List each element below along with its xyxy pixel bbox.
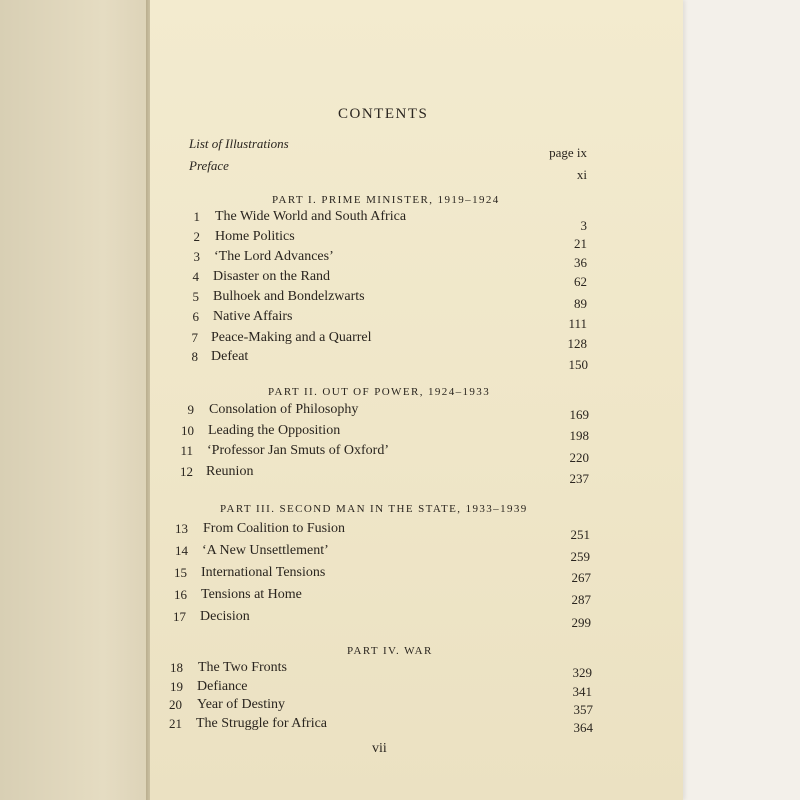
chapter-title: ‘The Lord Advances’	[214, 249, 334, 264]
chapter-page: 62	[574, 274, 587, 289]
chapter-title: Home Politics	[215, 229, 295, 244]
chapter-page: 259	[570, 549, 590, 564]
chapter-title: Defiance	[197, 679, 248, 694]
part-heading: PART II. OUT OF POWER, 1924–1933	[268, 386, 491, 398]
chapter-number: 7	[191, 330, 198, 345]
chapter-page: 111	[568, 316, 587, 331]
chapter-number: 12	[180, 464, 193, 479]
chapter-number: 1	[193, 209, 200, 224]
part-heading: PART I. PRIME MINISTER, 1919–1924	[272, 194, 500, 206]
front-matter-page: page ix	[549, 145, 587, 160]
chapter-number: 8	[191, 349, 198, 364]
chapter-title: ‘A New Unsettlement’	[202, 543, 329, 558]
chapter-page: 237	[569, 471, 589, 486]
chapter-page: 364	[573, 720, 593, 735]
chapter-number: 19	[170, 679, 183, 694]
chapter-number: 21	[169, 716, 182, 731]
chapter-page: 299	[571, 615, 591, 630]
part-heading: PART III. SECOND MAN IN THE STATE, 1933–1939	[220, 503, 528, 515]
chapter-page: 357	[573, 702, 593, 717]
chapter-page: 329	[572, 665, 592, 680]
chapter-title: Bulhoek and Bondelzwarts	[213, 289, 365, 304]
chapter-title: The Two Fronts	[198, 660, 287, 675]
chapter-page: 36	[574, 255, 587, 270]
chapter-number: 16	[174, 587, 187, 602]
chapter-page: 220	[569, 450, 589, 465]
chapter-title: The Struggle for Africa	[196, 716, 328, 731]
chapter-title: ‘Professor Jan Smuts of Oxford’	[207, 443, 389, 458]
chapter-page: 128	[567, 336, 587, 351]
facing-page	[0, 0, 148, 800]
chapter-title: Reunion	[206, 464, 254, 479]
chapter-page: 3	[580, 218, 587, 233]
chapter-number: 18	[170, 660, 183, 675]
chapter-number: 9	[187, 402, 194, 417]
chapter-page: 150	[568, 357, 588, 372]
front-matter-title: Preface	[189, 158, 229, 173]
chapter-page: 169	[569, 407, 589, 422]
chapter-title: Defeat	[211, 349, 249, 364]
table-surface	[683, 0, 800, 800]
chapter-number: 13	[175, 521, 188, 536]
chapter-number: 6	[192, 309, 199, 324]
chapter-title: Leading the Opposition	[208, 423, 341, 438]
chapter-number: 2	[193, 229, 200, 244]
chapter-number: 20	[169, 697, 182, 712]
chapter-number: 10	[181, 423, 194, 438]
front-matter-page: xi	[576, 167, 587, 182]
chapter-number: 5	[192, 289, 199, 304]
chapter-title: Consolation of Philosophy	[209, 402, 359, 417]
chapter-number: 17	[173, 609, 186, 624]
chapter-number: 11	[180, 443, 193, 458]
chapter-title: Year of Destiny	[197, 697, 286, 712]
chapter-page: 251	[570, 527, 590, 542]
chapter-page: 198	[569, 428, 589, 443]
chapter-number: 14	[175, 543, 188, 558]
chapter-title: International Tensions	[201, 565, 326, 580]
chapter-page: 341	[572, 684, 592, 699]
contents-heading: CONTENTS	[338, 106, 429, 122]
chapter-title: Decision	[200, 609, 250, 624]
page-folio: vii	[372, 741, 387, 756]
chapter-title: The Wide World and South Africa	[215, 209, 407, 224]
chapter-number: 3	[193, 249, 200, 264]
chapter-title: Peace-Making and a Quarrel	[211, 330, 372, 345]
chapter-page: 21	[574, 236, 587, 251]
chapter-title: Tensions at Home	[201, 587, 302, 602]
part-heading: PART IV. WAR	[347, 645, 433, 657]
chapter-page: 287	[571, 592, 591, 607]
chapter-title: From Coalition to Fusion	[203, 521, 345, 536]
chapter-title: Disaster on the Rand	[213, 269, 331, 284]
chapter-number: 4	[192, 269, 199, 284]
chapter-page: 267	[571, 570, 591, 585]
front-matter-title: List of Illustrations	[189, 136, 289, 151]
chapter-title: Native Affairs	[213, 309, 293, 324]
chapter-page: 89	[574, 296, 587, 311]
chapter-number: 15	[174, 565, 187, 580]
